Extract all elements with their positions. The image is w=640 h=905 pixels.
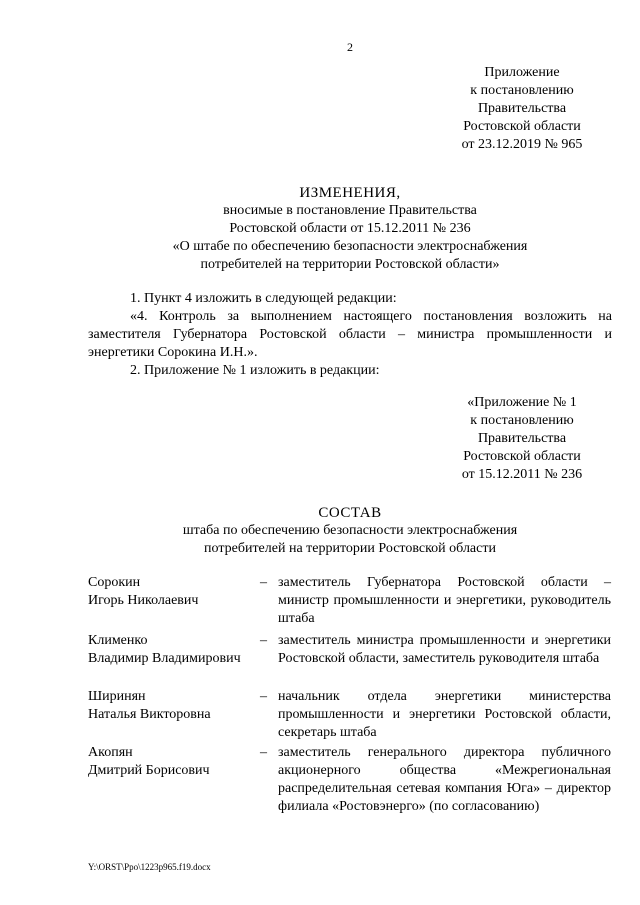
member-dash: –: [260, 745, 267, 760]
changes-title-line: Ростовской области от 15.12.2011 № 236: [229, 221, 471, 236]
member-role: заместитель генерального директора публичного акционерного общества «Межрегиональная распределительная сетевая компания Юга» – директор филиала «Ростовэнерго» (по согласованию): [278, 745, 611, 814]
member-role: начальник отдела энергетики министерства промышленности и энергетики Ростовской области, секретарь штаба: [278, 689, 611, 740]
changes-heading: ИЗМЕНЕНИЯ,: [299, 185, 401, 201]
appendix-header-line: к постановлению: [470, 83, 574, 98]
appendix-quote-line: Правительства: [477, 431, 567, 446]
member-given-name: Наталья Викторовна: [88, 707, 211, 722]
appendix-header-line: Приложение: [484, 65, 560, 80]
composition-heading: СОСТАВ: [318, 505, 382, 521]
member-role: заместитель министра промышленности и энергетики Ростовской области, заместитель руководителя штаба: [278, 633, 611, 666]
composition-title-line: потребителей на территории Ростовской области: [204, 541, 496, 556]
member-given-name: Владимир Владимирович: [88, 651, 241, 666]
member-role: заместитель Губернатора Ростовской области – министр промышленности и энергетики, руководитель штаба: [278, 575, 611, 626]
changes-title: [0, 184, 640, 274]
member-given-name: Игорь Николаевич: [88, 593, 199, 608]
member-name: [88, 632, 258, 668]
appendix-header: [440, 64, 604, 154]
page-number: 2: [347, 40, 353, 54]
composition-title: [0, 504, 640, 558]
member-dash: –: [260, 575, 267, 590]
appendix-quote: [440, 394, 604, 484]
member-dash: –: [260, 633, 267, 648]
member-name: [88, 574, 258, 610]
member-given-name: Дмитрий Борисович: [88, 763, 210, 778]
member-surname: Клименко: [88, 633, 148, 648]
appendix-quote-line: от 15.12.2011 № 236: [461, 467, 583, 482]
appendix-quote-line: «Приложение № 1: [467, 395, 577, 410]
member-name: [88, 744, 258, 780]
item-2-heading: 2. Приложение № 1 изложить в редакции:: [130, 363, 380, 378]
member-surname: Акопян: [88, 745, 133, 760]
appendix-header-line: Ростовской области: [463, 119, 581, 134]
item-1-text: «4. Контроль за выполнением настоящего постановления возложить на заместителя Губернатора Ростовской области – министра промышленности и энергетики Сорокина И.Н.».: [88, 309, 612, 360]
changes-title-line: потребителей на территории Ростовской области»: [200, 257, 500, 272]
item-1-heading: 1. Пункт 4 изложить в следующей редакции:: [130, 291, 397, 306]
changes-title-line: вносимые в постановление Правительства: [223, 203, 477, 218]
appendix-quote-line: к постановлению: [470, 413, 574, 428]
appendix-quote-line: Ростовской области: [463, 449, 581, 464]
appendix-header-line: Правительства: [477, 101, 567, 116]
composition-title-line: штаба по обеспечению безопасности электроснабжения: [182, 523, 518, 538]
appendix-header-line: от 23.12.2019 № 965: [461, 137, 583, 152]
member-name: [88, 688, 258, 724]
member-surname: Сорокин: [88, 575, 141, 590]
changes-title-line: «О штабе по обеспечению безопасности электроснабжения: [172, 239, 528, 254]
member-surname: Ширинян: [88, 689, 146, 704]
member-dash: –: [260, 689, 267, 704]
file-path-footer: Y:\ORST\Ppo\1223p965.f19.docx: [88, 862, 211, 872]
